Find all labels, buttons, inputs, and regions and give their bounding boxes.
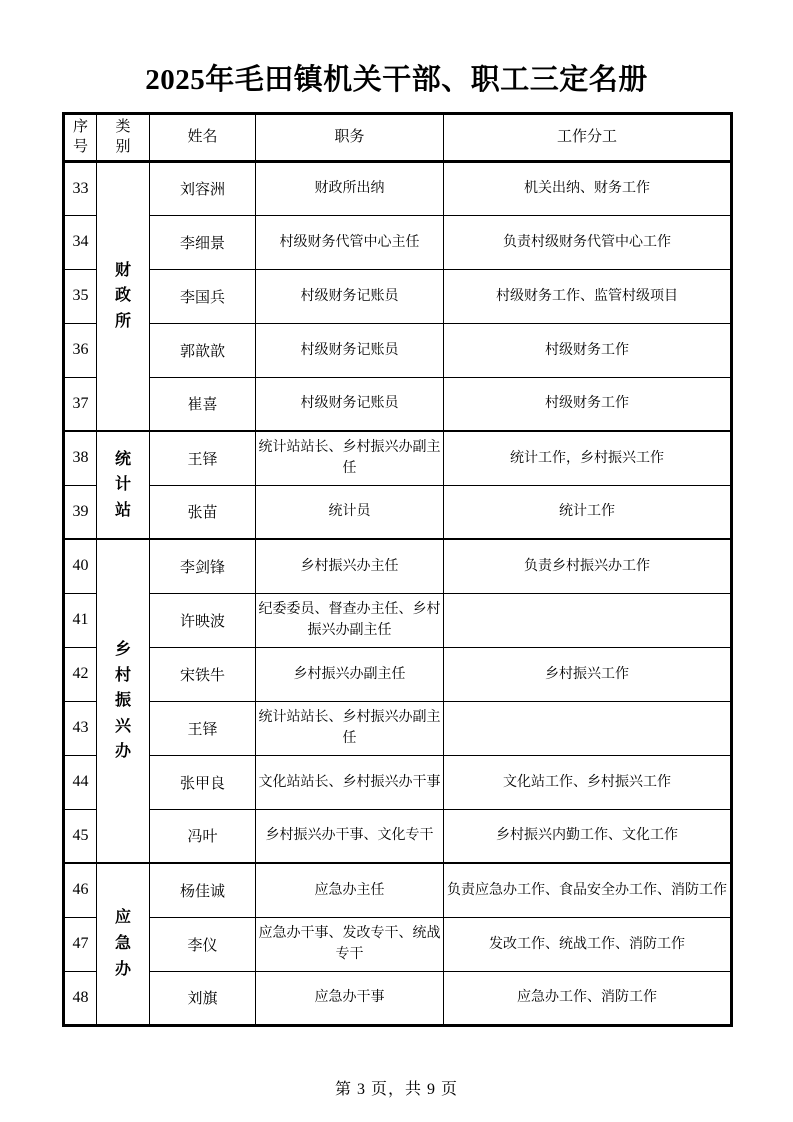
cell-no: 36 [64, 323, 97, 377]
category-label: 统计站 [114, 450, 131, 519]
cell-no: 45 [64, 809, 97, 863]
cell-division: 乡村振兴工作 [444, 647, 732, 701]
table-row [64, 971, 732, 1025]
category-label: 应急办 [114, 909, 131, 978]
cell-no: 43 [64, 701, 97, 755]
category-label: 乡村振兴办 [114, 641, 131, 761]
cell-name: 李仪 [150, 917, 256, 971]
cell-no: 48 [64, 971, 97, 1025]
table-row [64, 323, 732, 377]
cell-name: 张苗 [150, 485, 256, 539]
cell-no: 46 [64, 863, 97, 917]
table-row [64, 863, 732, 917]
cell-name: 宋铁牛 [150, 647, 256, 701]
table-row [64, 215, 732, 269]
header-division: 工作分工 [444, 114, 732, 162]
cell-name: 王铎 [150, 701, 256, 755]
cell-no: 42 [64, 647, 97, 701]
table-row [64, 593, 732, 647]
cell-position: 统计站站长、乡村振兴办副主任 [256, 701, 444, 755]
cell-category-emergency-office [97, 863, 150, 1025]
cell-division: 负责村级财务代管中心工作 [444, 215, 732, 269]
cell-category-finance-office [97, 161, 150, 431]
cell-position: 村级财务记账员 [256, 269, 444, 323]
header-name: 姓名 [150, 114, 256, 162]
cell-division: 应急办工作、消防工作 [444, 971, 732, 1025]
cell-division [444, 701, 732, 755]
cell-no: 33 [64, 161, 97, 215]
cell-position: 文化站站长、乡村振兴办干事 [256, 755, 444, 809]
cell-name: 李国兵 [150, 269, 256, 323]
cell-division: 发改工作、统战工作、消防工作 [444, 917, 732, 971]
cell-division: 负责应急办工作、食品安全办工作、消防工作 [444, 863, 732, 917]
cell-division: 机关出纳、财务工作 [444, 161, 732, 215]
table-row [64, 269, 732, 323]
cell-no: 39 [64, 485, 97, 539]
cell-division: 村级财务工作、监管村级项目 [444, 269, 732, 323]
page-title: 2025年毛田镇机关干部、职工三定名册 [145, 64, 648, 96]
cell-no: 41 [64, 593, 97, 647]
table-row [64, 161, 732, 215]
cell-name: 郭歆歆 [150, 323, 256, 377]
table-row [64, 431, 732, 485]
cell-category-rural-revitalization-office [97, 539, 150, 863]
header-category [97, 114, 150, 162]
cell-no: 40 [64, 539, 97, 593]
cell-position: 村级财务代管中心主任 [256, 215, 444, 269]
cell-division: 村级财务工作 [444, 323, 732, 377]
cell-name: 许映波 [150, 593, 256, 647]
cell-division: 文化站工作、乡村振兴工作 [444, 755, 732, 809]
cell-name: 刘旗 [150, 971, 256, 1025]
cell-position: 财政所出纳 [256, 161, 444, 215]
cell-position: 应急办干事 [256, 971, 444, 1025]
cell-category-statistics-station [97, 431, 150, 539]
cell-division: 村级财务工作 [444, 377, 732, 431]
cell-division: 乡村振兴内勤工作、文化工作 [444, 809, 732, 863]
table-row [64, 917, 732, 971]
cell-name: 刘容洲 [150, 161, 256, 215]
header-no-label: 序号 [72, 119, 88, 156]
cell-name: 崔喜 [150, 377, 256, 431]
cell-division: 统计工作，乡村振兴工作 [444, 431, 732, 485]
table-row [64, 701, 732, 755]
cell-division: 负责乡村振兴办工作 [444, 539, 732, 593]
cell-no: 44 [64, 755, 97, 809]
cell-no: 35 [64, 269, 97, 323]
category-label: 财政所 [114, 261, 131, 331]
roster-table [62, 112, 733, 1027]
table-row [64, 539, 732, 593]
cell-position: 统计站站长、乡村振兴办副主任 [256, 431, 444, 485]
cell-position: 村级财务记账员 [256, 323, 444, 377]
table-row [64, 647, 732, 701]
table-row [64, 377, 732, 431]
cell-position: 乡村振兴办干事、文化专干 [256, 809, 444, 863]
cell-name: 王铎 [150, 431, 256, 485]
cell-position: 应急办主任 [256, 863, 444, 917]
header-row [64, 114, 732, 162]
cell-no: 38 [64, 431, 97, 485]
page-number: 第 3 页，共 9 页 [334, 1081, 458, 1098]
cell-position: 乡村振兴办主任 [256, 539, 444, 593]
cell-name: 张甲良 [150, 755, 256, 809]
header-position: 职务 [256, 114, 444, 162]
cell-name: 李细景 [150, 215, 256, 269]
cell-position: 应急办干事、发改专干、统战专干 [256, 917, 444, 971]
cell-name: 杨佳诚 [150, 863, 256, 917]
header-no [64, 114, 97, 162]
cell-division: 统计工作 [444, 485, 732, 539]
cell-no: 34 [64, 215, 97, 269]
cell-position: 村级财务记账员 [256, 377, 444, 431]
cell-division [444, 593, 732, 647]
cell-no: 37 [64, 377, 97, 431]
cell-no: 47 [64, 917, 97, 971]
cell-position: 纪委委员、督查办主任、乡村振兴办副主任 [256, 593, 444, 647]
table-row [64, 755, 732, 809]
cell-name: 冯叶 [150, 809, 256, 863]
cell-position: 乡村振兴办副主任 [256, 647, 444, 701]
header-category-label: 类别 [115, 119, 131, 156]
table-row [64, 809, 732, 863]
cell-name: 李剑锋 [150, 539, 256, 593]
table-row [64, 485, 732, 539]
cell-position: 统计员 [256, 485, 444, 539]
